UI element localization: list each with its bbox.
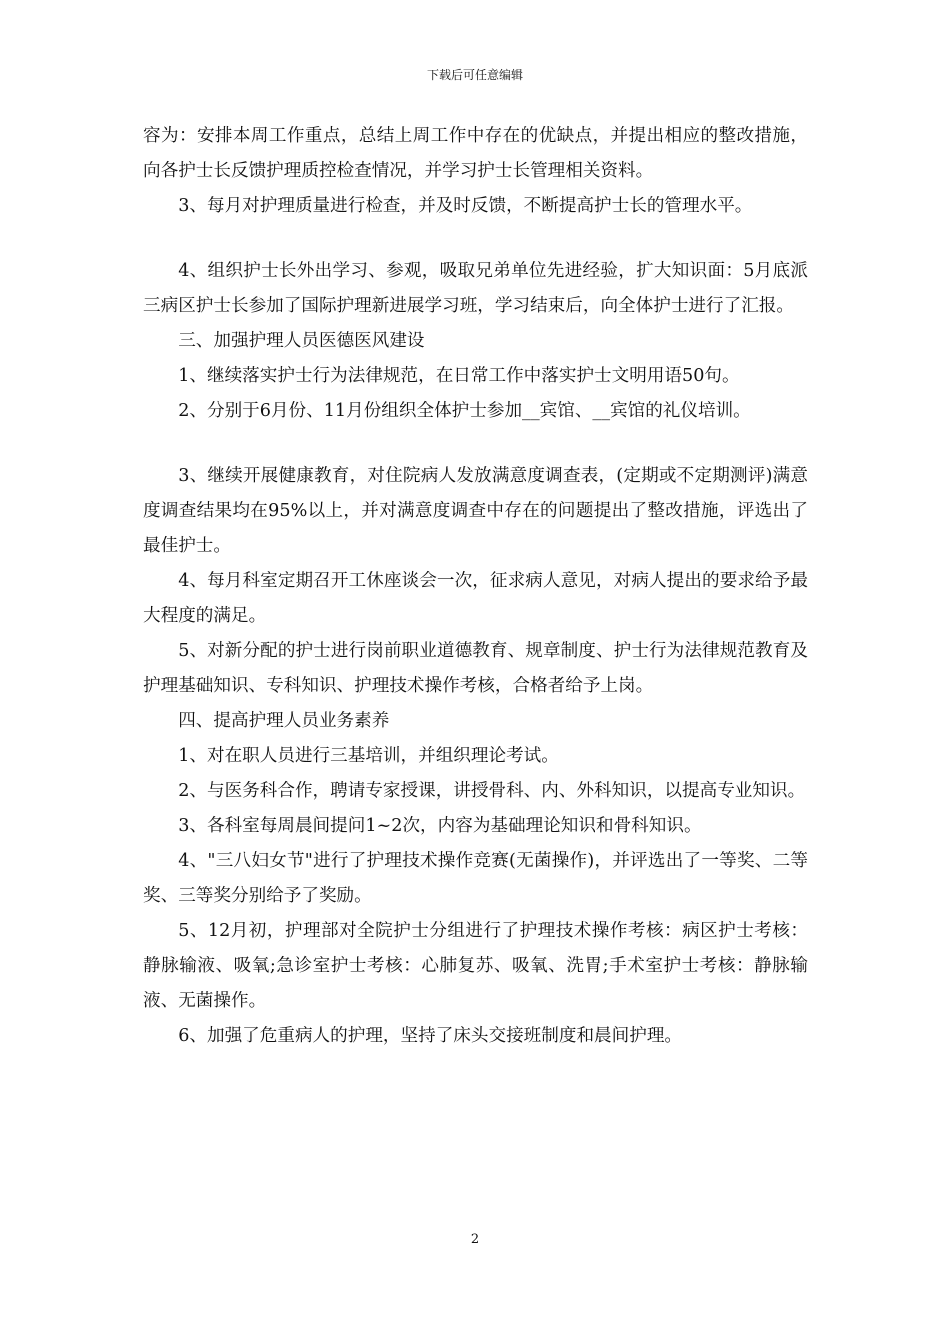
paragraph: 5、对新分配的护士进行岗前职业道德教育、规章制度、护士行为法律规范教育及护理基础知识、专科知识、护理技术操作考核，合格者给予上岗。	[143, 641, 808, 696]
document-body	[143, 119, 808, 1054]
section-heading: 三、加强护理人员医德医风建设	[178, 331, 425, 351]
paragraph: 1、对在职人员进行三基培训，并组织理论考试。	[178, 746, 559, 766]
paragraph: 3、每月对护理质量进行检查，并及时反馈，不断提高护士长的管理水平。	[178, 196, 753, 216]
paragraph: 3、各科室每周晨间提问1~2次，内容为基础理论知识和骨科知识。	[178, 816, 702, 836]
paragraph: 容为：安排本周工作重点，总结上周工作中存在的优缺点，并提出相应的整改措施，向各护士长反馈护理质控检查情况，并学习护士长管理相关资料。	[143, 126, 808, 181]
paragraph-gap	[143, 224, 808, 254]
paragraph: 4、"三八妇女节"进行了护理技术操作竞赛(无菌操作)，并评选出了一等奖、二等奖、三等奖分别给予了奖励。	[143, 851, 808, 906]
paragraph: 3、继续开展健康教育，对住院病人发放满意度调查表，(定期或不定期测评)满意度调查结果均在95%以上，并对满意度调查中存在的问题提出了整改措施，评选出了最佳护士。	[143, 466, 808, 556]
paragraph: 4、每月科室定期召开工休座谈会一次，征求病人意见，对病人提出的要求给予最大程度的满足。	[143, 571, 808, 626]
paragraph: 2、与医务科合作，聘请专家授课，讲授骨科、内、外科知识，以提高专业知识。	[178, 781, 806, 801]
paragraph: 2、分别于6月份、11月份组织全体护士参加__宾馆、__宾馆的礼仪培训。	[178, 401, 751, 421]
paragraph: 4、组织护士长外出学习、参观，吸取兄弟单位先进经验，扩大知识面：5月底派三病区护士长参加了国际护理新进展学习班，学习结束后，向全体护士进行了汇报。	[143, 261, 808, 316]
paragraph: 5、12月初，护理部对全院护士分组进行了护理技术操作考核：病区护士考核：静脉输液、吸氧;急诊室护士考核：心肺复苏、吸氧、洗胃;手术室护士考核：静脉输液、无菌操作。	[143, 921, 808, 1011]
paragraph-gap	[143, 429, 808, 459]
paragraph: 6、加强了危重病人的护理，坚持了床头交接班制度和晨间护理。	[178, 1026, 683, 1046]
page-number: 2	[470, 1232, 480, 1247]
page-header: 下载后可任意编辑	[426, 68, 523, 82]
section-heading: 四、提高护理人员业务素养	[178, 711, 390, 731]
paragraph: 1、继续落实护士行为法律规范，在日常工作中落实护士文明用语50句。	[178, 366, 740, 386]
